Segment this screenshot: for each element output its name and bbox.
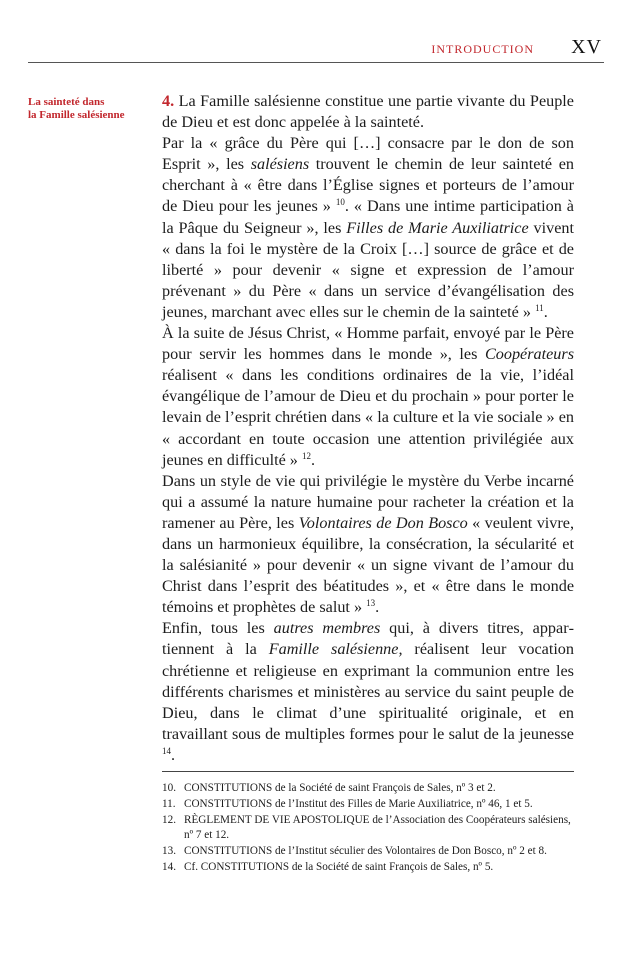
footnote-number: 13. bbox=[162, 845, 176, 857]
footnote bbox=[162, 781, 574, 796]
footnote-ref: 10 bbox=[335, 197, 345, 208]
footnote-number: 11. bbox=[162, 798, 176, 810]
margin-note bbox=[28, 96, 148, 122]
footnote-ref: 12 bbox=[301, 450, 311, 461]
paragraph bbox=[162, 91, 574, 133]
text-run: trouvent le chemin de leur sainteté en cherchant à « être dans l’Église signes et porteurs de l’amour de Dieu pour les jeunes » bbox=[162, 155, 574, 216]
running-header bbox=[28, 36, 604, 63]
paragraph bbox=[162, 133, 574, 323]
footnote bbox=[162, 860, 574, 875]
italic-text: Coopérateurs bbox=[484, 345, 574, 364]
text-run: À la suite de Jésus Christ, « Homme parfait, envoyé par le Père pour servir les hommes dans le monde », les bbox=[162, 324, 574, 364]
text-run: La Famille salésienne constitue une partie vivante du Peuple de Dieu et est donc appelée à la sainteté. bbox=[162, 92, 574, 132]
text-run: . bbox=[543, 302, 548, 321]
margin-note-line: La sainteté dans bbox=[28, 96, 105, 108]
footnote-text: RÈGLEMENT DE VIE APOSTOLIQUE de l’Association des Coopérateurs salésiens, nº 7 et 12. bbox=[184, 814, 571, 841]
footnote-number: 14. bbox=[162, 861, 176, 873]
italic-text: Famille salésienne, bbox=[268, 640, 403, 659]
margin-note-line: la Famille salésienne bbox=[28, 109, 125, 121]
text-run: réalisent « dans les conditions ordinaires de la vie, l’idéal évangélique de l’amour de Dieu et du prochain » pour porter le levain de l’esprit chrétien dans « la culture et la vie sociale » en « accordant en toute occasion une attention privilégiée aux jeunes en difficulté » bbox=[162, 366, 574, 469]
text-run: Enfin, tous les bbox=[162, 619, 274, 638]
footnote-number: 12. bbox=[162, 814, 176, 826]
text-run: Dans un style de vie qui privilégie le mystère du Verbe incarné qui a assumé la nature humaine pour racheter la création et la ramener au Père, les bbox=[162, 471, 574, 532]
paragraph bbox=[162, 323, 574, 471]
paragraph bbox=[162, 618, 574, 766]
italic-text: autres membres bbox=[273, 619, 381, 638]
italic-text: Filles de Marie Auxiliatrice bbox=[346, 218, 529, 237]
body-text bbox=[162, 91, 574, 766]
footnote-number: 10. bbox=[162, 782, 176, 794]
page-number: XV bbox=[571, 36, 602, 58]
text-run: . bbox=[375, 598, 380, 617]
footnote bbox=[162, 844, 574, 859]
text-run: vivent « dans la foi le mystère de la Croix […] source de grâce et de liberté » pour devenir « signe et expression de l’amour prévenant » du Père « dans un service d’évangélisation des jeunes, marchant avec elles sur le chemin de la sainteté » bbox=[162, 218, 575, 321]
text-run: qui, à divers titres, appartiennent à la bbox=[162, 619, 574, 659]
footnote-text: CONSTITUTIONS de l’Institut des Filles de Marie Auxiliatrice, nº 46, 1 et 5. bbox=[184, 798, 533, 810]
italic-text: Volontaires de Don Bosco bbox=[298, 513, 468, 532]
footnote-ref: 13 bbox=[366, 598, 376, 609]
footnotes bbox=[162, 771, 574, 876]
text-run: . bbox=[310, 450, 315, 469]
footnote-ref: 11 bbox=[535, 302, 544, 313]
footnote-text: CONSTITUTIONS de l’Institut séculier des Volontaires de Don Bosco, nº 2 et 8. bbox=[184, 845, 547, 857]
text-run: . bbox=[171, 745, 176, 764]
text-run: . « Dans une intime participation à la Pâque du Seigneur », les bbox=[162, 197, 574, 237]
footnote bbox=[162, 813, 574, 843]
paragraph-number: 4. bbox=[162, 92, 175, 110]
text-run: réalisent leur vocation chrétienne et religieuse en exprimant la communion entre les différents charismes et ministères au service du saint peuple de Dieu, dans le climat d’une spiritualité originale, et en travaillant sous de multiples formes pour le salut de la jeunesse bbox=[162, 640, 574, 743]
footnote-text: Cf. CONSTITUTIONS de la Société de saint François de Sales, nº 5. bbox=[184, 861, 494, 873]
paragraph bbox=[162, 471, 574, 619]
text-run: Par la « grâce du Père qui […] consacre par le don de son Esprit », les bbox=[162, 134, 574, 174]
footnote bbox=[162, 797, 574, 812]
footnote-text: CONSTITUTIONS de la Société de saint François de Sales, nº 3 et 2. bbox=[184, 782, 496, 794]
italic-text: salésiens bbox=[250, 155, 310, 174]
text-run: « veulent vivre, dans un harmonieux équilibre, la consécration, la sécularité et la salésianité » pour devenir « un signe vivant de l’amour du Christ dans l’esprit des béatitudes », et « être dans le monde témoins et prophètes de salut » bbox=[162, 513, 575, 617]
footnote-ref: 14 bbox=[162, 745, 171, 756]
section-title: INTRODUCTION bbox=[431, 42, 534, 56]
